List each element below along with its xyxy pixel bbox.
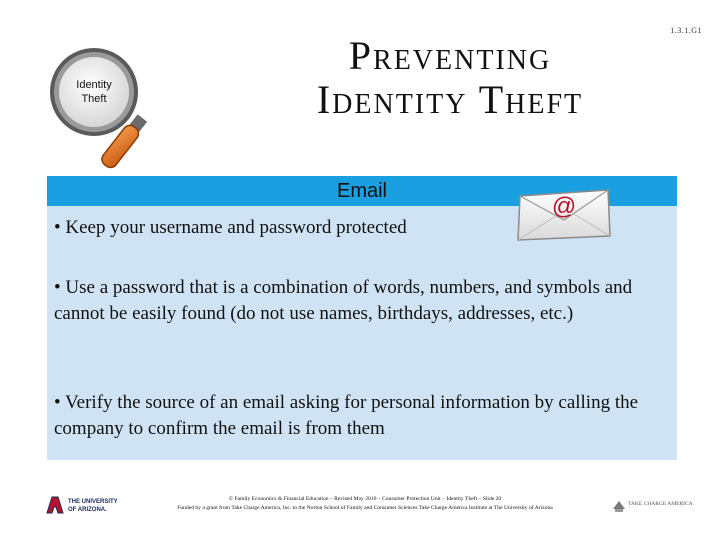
slide-id: 1.3.1.G1 (670, 26, 702, 35)
bullet-item: • Verify the source of an email asking for personal information by calling the company to confirm the email is from them (54, 392, 639, 439)
footer-copyright: © Family Economics & Financial Education – Revised May 2010 – Consumer Protection Unit – Identity Theft – Slide 20 (228, 496, 502, 502)
page-title-line1: Preventing (348, 33, 552, 78)
section-heading: Email (336, 180, 387, 202)
page-title (270, 34, 630, 122)
magnifier-label: Identity Theft (76, 79, 112, 105)
university-of-arizona-logo (46, 495, 126, 517)
magnifying-glass-icon (44, 42, 194, 172)
bullet-item: • Use a password that is a combination of words, numbers, and symbols and cannot be easily found (do not use names, birthdays, addresses, etc.) (54, 277, 633, 324)
footer-credits (130, 495, 600, 513)
take-charge-america-logo (612, 497, 693, 517)
ua-logo-line1: THE UNIVERSITY (68, 499, 118, 505)
tca-logo-text: TAKE CHARGE AMERICA (628, 501, 693, 507)
ua-logo-line2: OF ARIZONA. (68, 507, 107, 513)
bullet-item: • Keep your username and password protected (54, 217, 407, 238)
page-title-line2: Identity Theft (316, 77, 584, 122)
footer-funding: Funded by a grant from Take Charge America, Inc. to the Norton School of Family and Consumer Sciences Take Charge America Institute at The University of Arizona (177, 505, 553, 511)
svg-text:@: @ (551, 193, 577, 220)
